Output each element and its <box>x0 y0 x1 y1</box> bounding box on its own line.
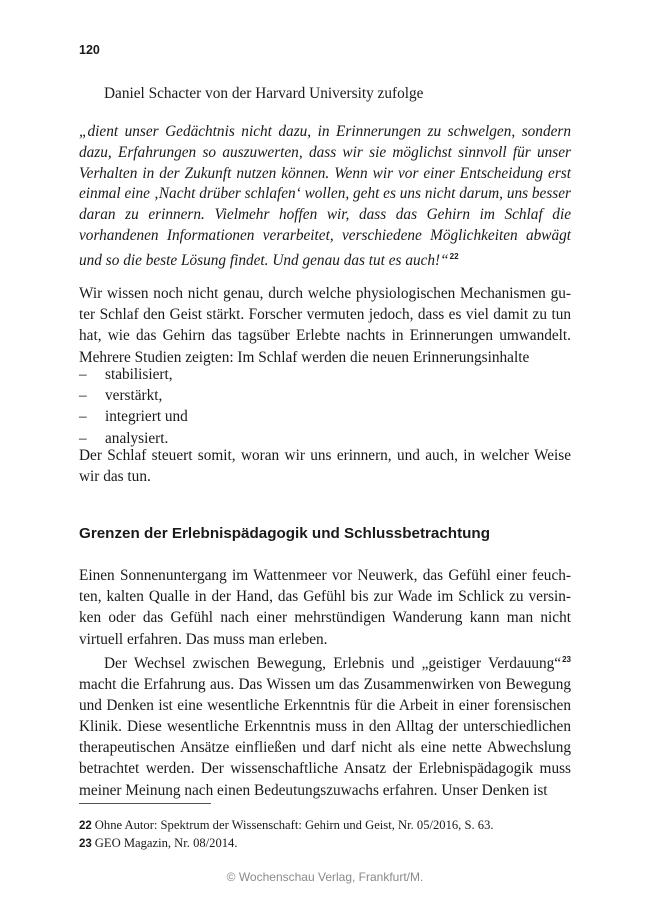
page-number: 120 <box>79 43 100 57</box>
footnote-ref-22[interactable]: 22 <box>449 251 459 261</box>
copyright-notice: © Wochenschau Verlag, Frankfurt/M. <box>226 870 424 884</box>
footnote-divider <box>79 803 211 804</box>
footnote-22 <box>79 817 571 835</box>
list-item <box>79 385 571 406</box>
paragraph-4-text-rest: macht die Erfahrung aus. Das Wissen um das Zusammenwirken von Bewegung und Denken ist eine wesentliche Erkenntnis für die Arbeit in einer forensischen Klinik. Diese wesentliche Erkenntnis muss in den Alltag der unterschiedlichen therapeutischen Ansätze einfließen und darf nicht als eine nette Abwechslung betrachtet werden. Der wissenschaftliche Ansatz der Erlebnispädagogik muss meiner Meinung nach einen Bedeutungszuwachs erfahren. Unser Denken ist <box>79 676 571 799</box>
dash-marker: – <box>79 429 87 447</box>
list-item-text: integriert und <box>105 408 188 426</box>
footnotes <box>79 817 571 853</box>
bullet-list <box>79 364 571 449</box>
footnote-23 <box>79 835 571 853</box>
list-item-text: verstärkt, <box>105 387 163 405</box>
list-item <box>79 364 571 385</box>
dash-marker: – <box>79 366 87 383</box>
body-paragraph-3: Einen Sonnenuntergang im Wattenmeer vor Neuwerk, das Gefühl einer feuchten, kalten Qualle in der Hand, das Gefühl bis zur Wade im Schlick zu versinken oder das Gefühl nach einer mehrstündigen Wanderung kann man nicht virtuell erfahren. Das muss man erleben. <box>79 567 571 648</box>
list-item <box>79 406 571 427</box>
body-paragraph-4 <box>79 649 571 801</box>
quote-text: „dient unser Gedächtnis nicht dazu, in Erinnerungen zu schwelgen, sondern dazu, Erfahrungen so auszuwerten, dass wir sie möglichst sinnvoll für unser Verhalten in der Zukunft nutzen können. Wenn wir vor einer Entscheidung erst einmal eine ‚Nacht drüber schlafen‘ wollen, geht es uns nicht darum, uns besser daran zu erinnern. Vielmehr hoffen wir, dass das Gehirn im Schlaf die vorhandenen Informationen verarbeitet, verschiedene Möglichkeiten abwägt und so die beste Lösung findet. Und genau das tut es auch!“ <box>79 123 571 269</box>
footnote-number: 23 <box>79 838 92 850</box>
body-paragraph-1: Wir wissen noch nicht genau, durch welche physiologischen Mechanismen guter Schlaf den Geist stärkt. Forscher vermuten jedoch, dass es viel damit zu tun hat, wie das Gehirn das tagsüber Erlebte nachts in Erinnerungen umwandelt. Mehrere Studien zeigten: Im Schlaf werden die neuen Erinnerungsinhalte <box>79 285 571 366</box>
paragraph-4-text-start: Der Wechsel zwischen Bewegung, Erlebnis und „geistiger Verdauung“ <box>104 655 562 672</box>
footnote-number: 22 <box>79 820 92 832</box>
dash-marker: – <box>79 408 87 426</box>
block-quote <box>79 122 571 272</box>
list-item-text: analysiert. <box>105 429 169 447</box>
footnote-text: GEO Magazin, Nr. 08/2014. <box>94 836 238 850</box>
section-heading: Grenzen der Erlebnispädagogik und Schlussbetrachtung <box>79 525 490 542</box>
quote-intro: Daniel Schacter von der Harvard University zufolge <box>104 85 424 102</box>
footnote-ref-23[interactable]: 23 <box>562 655 571 664</box>
footnote-text: Ohne Autor: Spektrum der Wissenschaft: Gehirn und Geist, Nr. 05/2016, S. 63. <box>94 818 494 832</box>
dash-marker: – <box>79 387 87 405</box>
body-paragraph-2: Der Schlaf steuert somit, woran wir uns erinnern, und auch, in welcher Weise wir das tun. <box>79 447 571 486</box>
list-item-text: stabilisiert, <box>105 366 173 383</box>
